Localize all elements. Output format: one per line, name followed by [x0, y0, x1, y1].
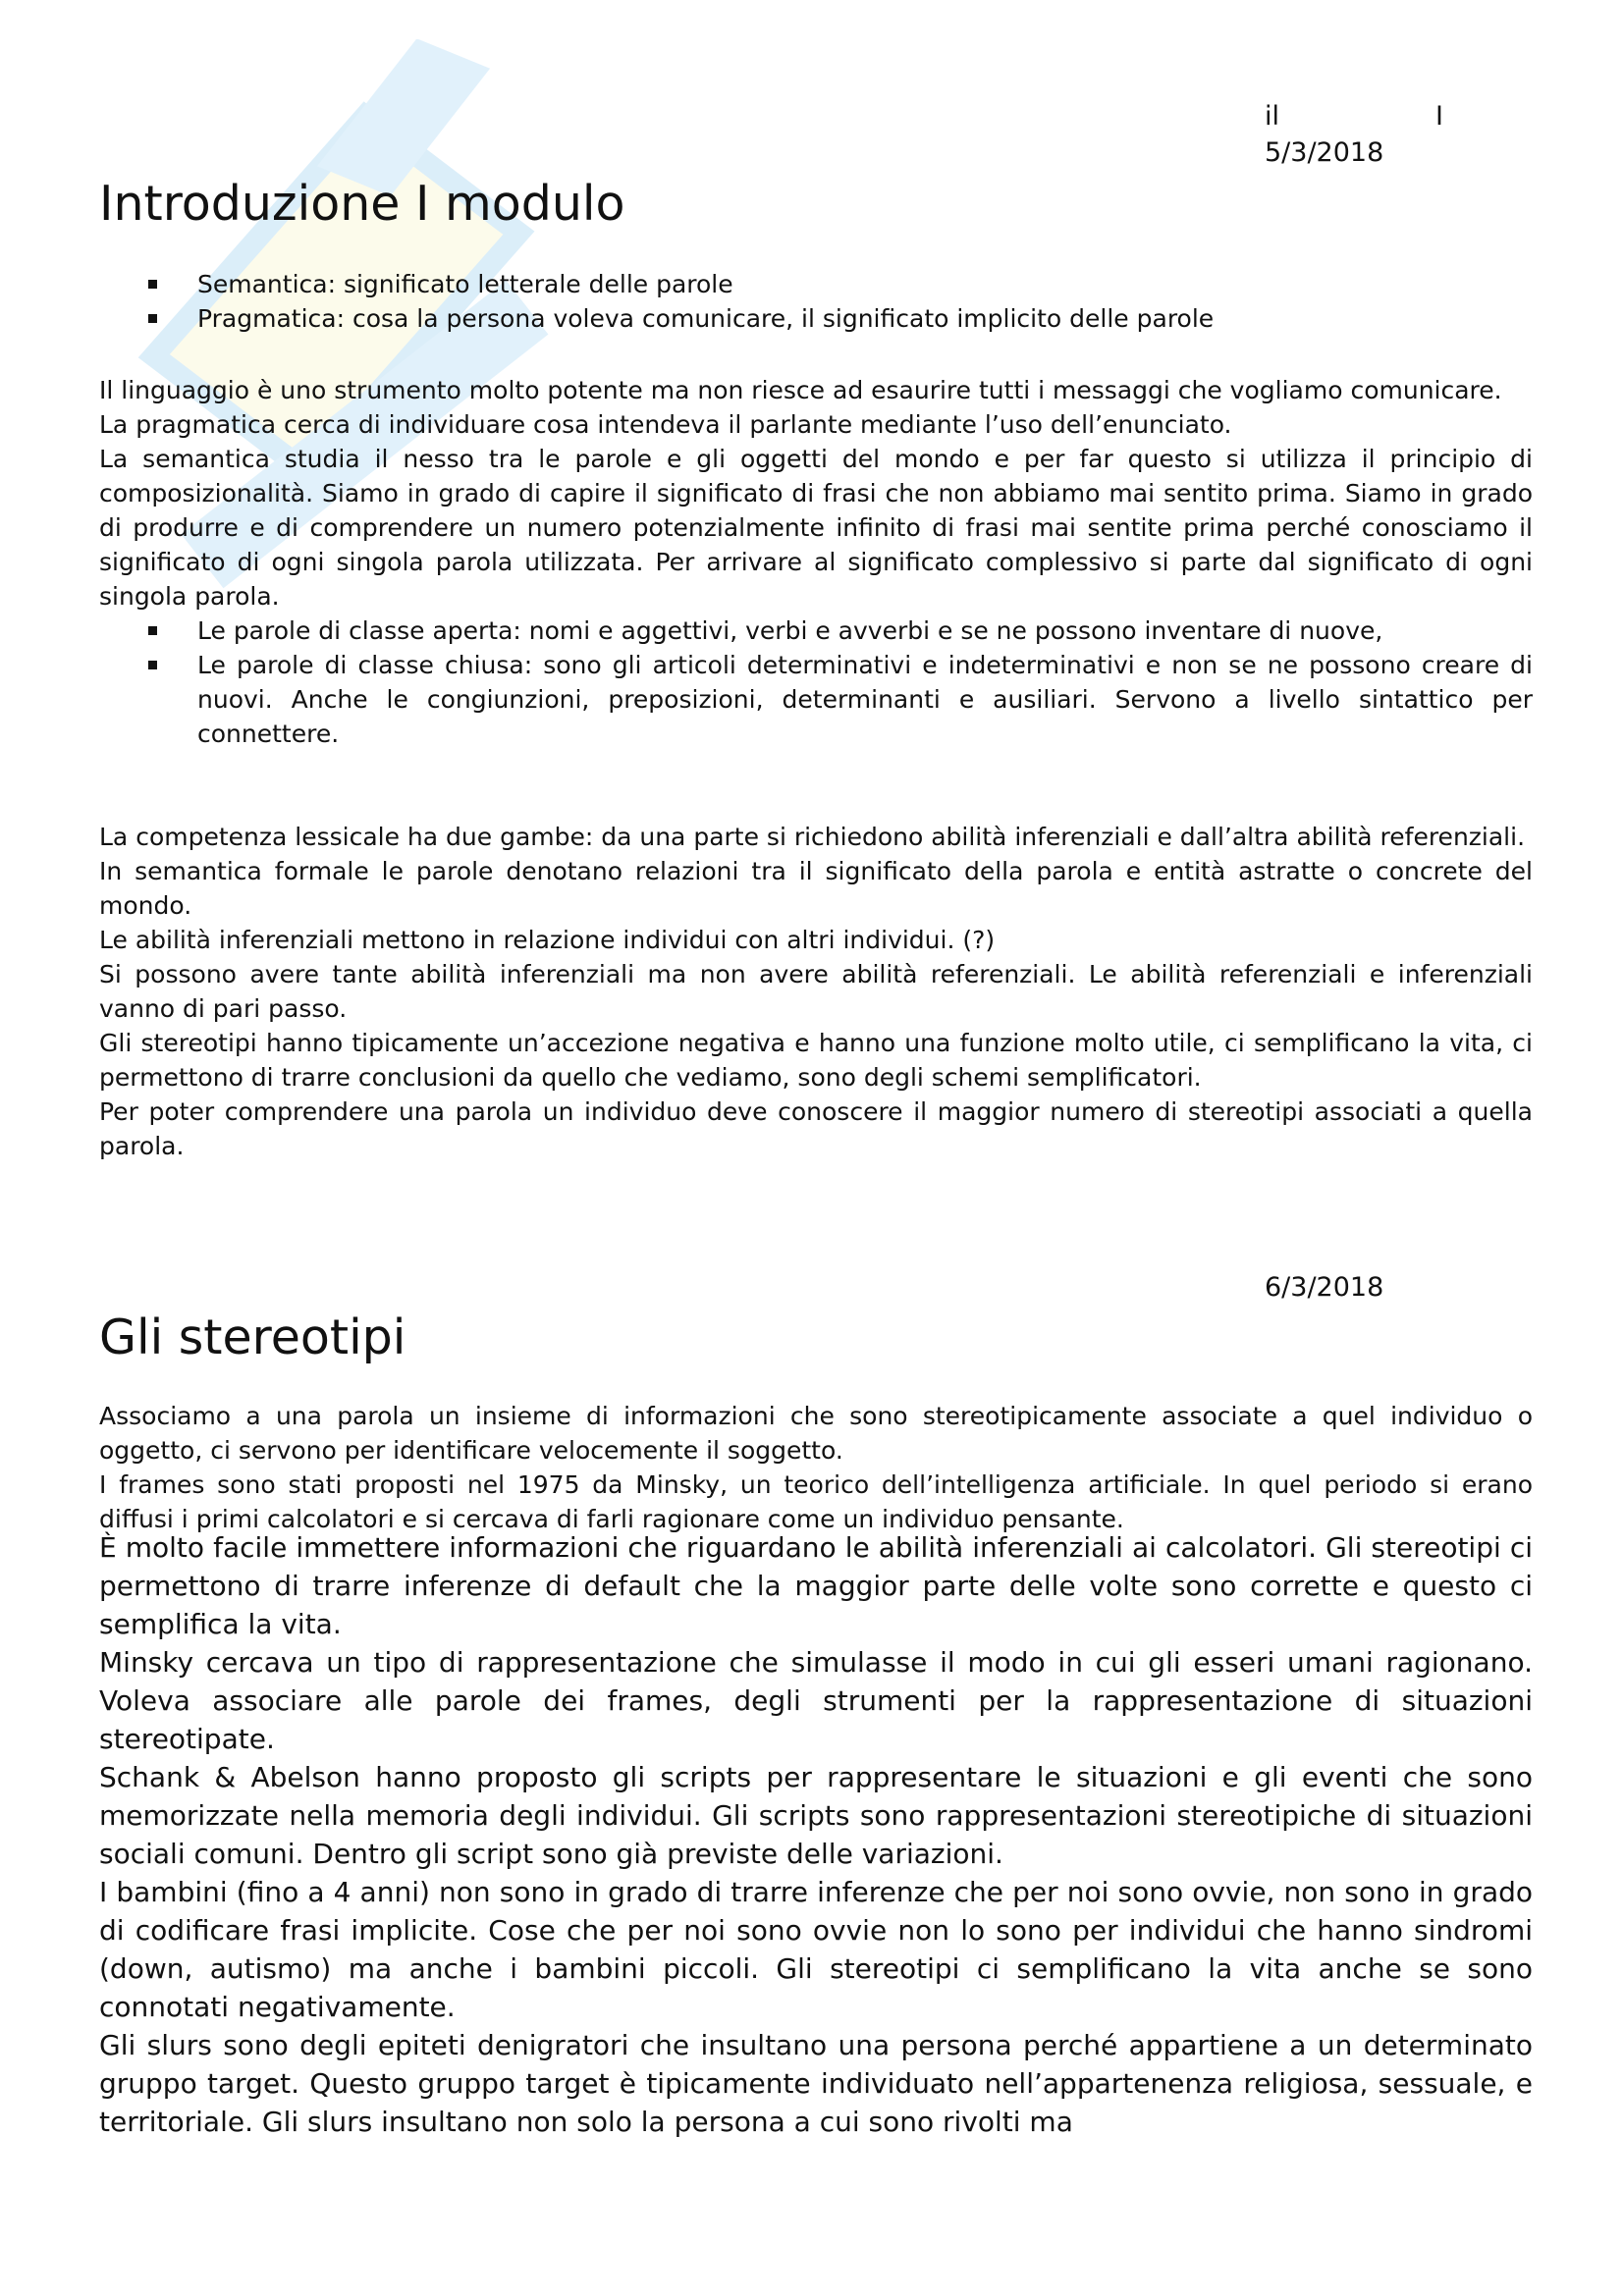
paragraph: Gli slurs sono degli epiteti denigratori che insultano una persona perché appartiene a un determinato gruppo target. Questo gruppo target è tipicamente individuato nell’appartenenza religiosa, sessuale, e territoriale. Gli slurs insultano non solo la persona a cui sono rivolti ma: [99, 2029, 1533, 2138]
date-header: [1265, 98, 1443, 171]
list-item: Semantica: significato letterale delle parole: [99, 267, 1533, 301]
date-header-date: 5/3/2018: [1265, 137, 1384, 168]
list-item: Pragmatica: cosa la persona voleva comunicare, il significato implicito delle parole: [99, 301, 1533, 336]
paragraph: I bambini (fino a 4 anni) non sono in grado di trarre inferenze che per noi sono ovvie, non sono in grado di codificare frasi implicite. Cose che per noi sono ovvie non lo sono per individui che hanno sindromi (down, autismo) ma anche i bambini piccoli. Gli stereotipi ci semplificano la vita anche se sono connotati negativamente.: [99, 1876, 1533, 2023]
bullet-icon: [148, 661, 157, 669]
section-title-introduzione: Introduzione I modulo: [99, 176, 625, 232]
paragraph: La pragmatica cerca di individuare cosa intendeva il parlante mediante l’uso dell’enunciato.: [99, 410, 1232, 439]
paragraph: Per poter comprendere una parola un individuo deve conoscere il maggior numero di stereotipi associati a quella parola.: [99, 1097, 1533, 1160]
definition-bullet-list: [99, 267, 1533, 336]
paragraph: Gli stereotipi hanno tipicamente un’accezione negativa e hanno una funzione molto utile, ci semplificano la vita, ci permettono di trarre conclusioni da quello che vediamo, sono degli schemi semplificatori.: [99, 1029, 1533, 1092]
section-date: 6/3/2018: [1265, 1272, 1384, 1303]
paragraph: Il linguaggio è uno strumento molto potente ma non riesce ad esaurire tutti i messaggi che vogliamo comunicare.: [99, 376, 1502, 404]
list-item: Le parole di classe chiusa: sono gli articoli determinativi e indeterminativi e non se ne possono creare di nuovi. Anche le congiunzioni, preposizioni, determinanti e ausiliari. Servono a livello sintattico per connettere.: [99, 648, 1533, 751]
date-header-left: il: [1265, 101, 1280, 132]
paragraph: Le abilità inferenziali mettono in relazione individui con altri individui. (?): [99, 926, 996, 954]
competence-paragraphs: [99, 820, 1533, 1163]
stereotipi-body-paragraphs: [99, 1528, 1533, 2141]
paragraph: Schank & Abelson hanno proposto gli scripts per rappresentare le situazioni e gli eventi che sono memorizzate nella memoria degli individui. Gli scripts sono rappresentazioni stereotipiche di situazioni sociali comuni. Dentro gli script sono già previste delle variazioni.: [99, 1761, 1533, 1870]
section-title-stereotipi: Gli stereotipi: [99, 1309, 406, 1365]
paragraph: Si possono avere tante abilità inferenziali ma non avere abilità referenziali. Le abilità referenziali e inferenziali vanno di pari passo.: [99, 960, 1533, 1023]
bullet-icon: [148, 280, 157, 289]
stereotipi-intro-paragraphs: [99, 1399, 1533, 1536]
bullet-icon: [148, 626, 157, 635]
paragraph: In semantica formale le parole denotano relazioni tra il significato della parola e entità astratte o concrete del mondo.: [99, 857, 1533, 920]
paragraph: Minsky cercava un tipo di rappresentazione che simulasse il modo in cui gli esseri umani ragionano. Voleva associare alle parole dei frames, degli strumenti per la rappresentazione di situazioni stereotipate.: [99, 1646, 1533, 1755]
paragraph: Associamo a una parola un insieme di informazioni che sono stereotipicamente associate a quel individuo o oggetto, ci servono per identificare velocemente il soggetto.: [99, 1402, 1533, 1465]
paragraph: I frames sono stati proposti nel 1975 da Minsky, un teorico dell’intelligenza artificiale. In quel periodo si erano diffusi i primi calcolatori e si cercava di farli ragionare come un individuo pensante.: [99, 1470, 1533, 1533]
bullet-icon: [148, 314, 157, 323]
paragraph: La competenza lessicale ha due gambe: da una parte si richiedono abilità inferenziali e dall’altra abilità referenziali.: [99, 823, 1526, 851]
paragraph: È molto facile immettere informazioni che riguardano le abilità inferenziali ai calcolatori. Gli stereotipi ci permettono di trarre inferenze di default che la maggior parte delle volte sono corrette e questo ci semplifica la vita.: [99, 1531, 1533, 1640]
list-item: Le parole di classe aperta: nomi e aggettivi, verbi e avverbi e se ne possono inventare di nuove,: [99, 614, 1533, 648]
paragraph: La semantica studia il nesso tra le parole e gli oggetti del mondo e per far questo si utilizza il principio di composizionalità. Siamo in grado di capire il significato di frasi che non abbiamo mai sentito prima. Siamo in grado di produrre e di comprendere un numero potenzialmente infinito di frasi mai sentite prima perché conosciamo il significato di ogni singola parola utilizzata. Per arrivare al significato complessivo si parte dal significato di ogni singola parola.: [99, 445, 1533, 611]
intro-paragraphs: [99, 373, 1533, 751]
date-header-right: I: [1435, 101, 1443, 132]
